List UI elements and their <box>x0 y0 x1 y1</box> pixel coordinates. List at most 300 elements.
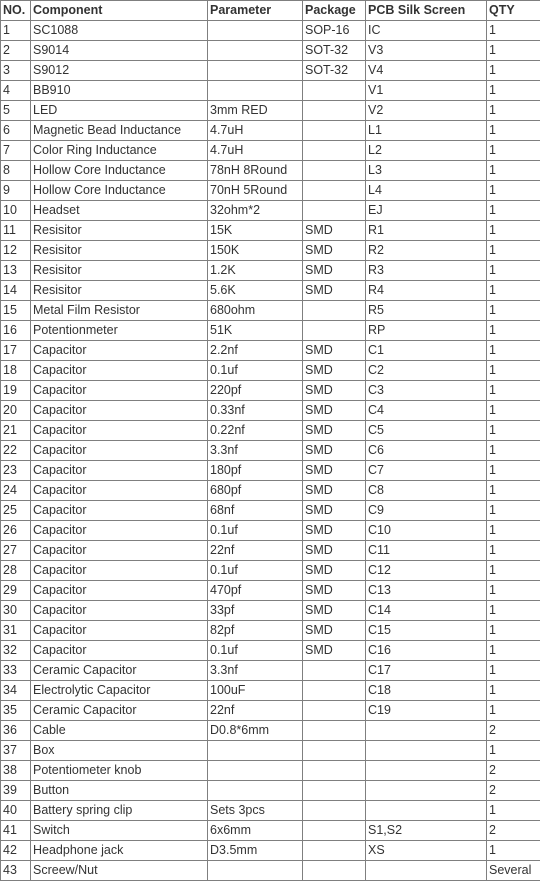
cell-component: Hollow Core Inductance <box>31 161 208 181</box>
cell-component: Capacitor <box>31 601 208 621</box>
cell-package: SMD <box>303 481 366 501</box>
header-pcb-silk-screen: PCB Silk Screen <box>366 1 487 21</box>
table-row <box>1 61 540 81</box>
cell-qty: 1 <box>487 241 540 261</box>
cell-pcb-silk-screen <box>366 781 487 801</box>
cell-pcb-silk-screen: R3 <box>366 261 487 281</box>
cell-no: 27 <box>1 541 31 561</box>
header-no: NO. <box>1 1 31 21</box>
cell-pcb-silk-screen: C9 <box>366 501 487 521</box>
cell-qty: 1 <box>487 561 540 581</box>
table-row <box>1 541 540 561</box>
cell-qty: 1 <box>487 301 540 321</box>
cell-pcb-silk-screen: R4 <box>366 281 487 301</box>
cell-no: 37 <box>1 741 31 761</box>
cell-package <box>303 181 366 201</box>
cell-qty: 1 <box>487 581 540 601</box>
cell-pcb-silk-screen: C14 <box>366 601 487 621</box>
cell-component: Resisitor <box>31 241 208 261</box>
cell-component: Capacitor <box>31 401 208 421</box>
cell-no: 8 <box>1 161 31 181</box>
cell-no: 15 <box>1 301 31 321</box>
cell-package <box>303 721 366 741</box>
cell-component: Headset <box>31 201 208 221</box>
cell-qty: 1 <box>487 701 540 721</box>
cell-parameter: 6x6mm <box>208 821 303 841</box>
cell-package <box>303 661 366 681</box>
cell-parameter <box>208 81 303 101</box>
cell-qty: 1 <box>487 121 540 141</box>
cell-qty: 1 <box>487 321 540 341</box>
cell-parameter: 3.3nf <box>208 661 303 681</box>
cell-package <box>303 761 366 781</box>
cell-component: Switch <box>31 821 208 841</box>
table-row <box>1 661 540 681</box>
cell-qty: 1 <box>487 61 540 81</box>
cell-parameter: 0.1uf <box>208 521 303 541</box>
cell-package: SMD <box>303 381 366 401</box>
cell-package: SMD <box>303 401 366 421</box>
cell-package <box>303 741 366 761</box>
table-row <box>1 221 540 241</box>
cell-component: Button <box>31 781 208 801</box>
cell-qty: 1 <box>487 381 540 401</box>
cell-component: Capacitor <box>31 441 208 461</box>
cell-component: Box <box>31 741 208 761</box>
cell-no: 19 <box>1 381 31 401</box>
cell-parameter <box>208 61 303 81</box>
cell-no: 32 <box>1 641 31 661</box>
cell-component: Color Ring Inductance <box>31 141 208 161</box>
cell-package: SMD <box>303 641 366 661</box>
cell-no: 22 <box>1 441 31 461</box>
table-row <box>1 21 540 41</box>
table-row <box>1 861 540 881</box>
table-row <box>1 41 540 61</box>
cell-component: Capacitor <box>31 521 208 541</box>
cell-no: 34 <box>1 681 31 701</box>
cell-parameter: 680pf <box>208 481 303 501</box>
table-row <box>1 121 540 141</box>
cell-no: 38 <box>1 761 31 781</box>
cell-package <box>303 321 366 341</box>
cell-qty: 1 <box>487 841 540 861</box>
cell-component: Capacitor <box>31 501 208 521</box>
cell-qty: 2 <box>487 781 540 801</box>
cell-parameter: 470pf <box>208 581 303 601</box>
cell-no: 3 <box>1 61 31 81</box>
cell-component: Ceramic Capacitor <box>31 701 208 721</box>
cell-package <box>303 841 366 861</box>
table-body <box>1 21 540 881</box>
cell-pcb-silk-screen: L3 <box>366 161 487 181</box>
cell-no: 29 <box>1 581 31 601</box>
cell-qty: 1 <box>487 801 540 821</box>
cell-package <box>303 81 366 101</box>
cell-no: 10 <box>1 201 31 221</box>
table-row <box>1 781 540 801</box>
cell-no: 24 <box>1 481 31 501</box>
cell-qty: 1 <box>487 361 540 381</box>
cell-package: SMD <box>303 561 366 581</box>
cell-package: SMD <box>303 221 366 241</box>
cell-pcb-silk-screen: V2 <box>366 101 487 121</box>
cell-no: 30 <box>1 601 31 621</box>
cell-no: 21 <box>1 421 31 441</box>
cell-package <box>303 681 366 701</box>
cell-pcb-silk-screen: C2 <box>366 361 487 381</box>
cell-component: LED <box>31 101 208 121</box>
cell-no: 36 <box>1 721 31 741</box>
cell-no: 2 <box>1 41 31 61</box>
cell-package: SOT-32 <box>303 61 366 81</box>
cell-parameter: 5.6K <box>208 281 303 301</box>
cell-parameter: 70nH 5Round <box>208 181 303 201</box>
cell-parameter <box>208 861 303 881</box>
cell-pcb-silk-screen: V4 <box>366 61 487 81</box>
cell-component: Ceramic Capacitor <box>31 661 208 681</box>
cell-qty: 1 <box>487 161 540 181</box>
cell-pcb-silk-screen: C1 <box>366 341 487 361</box>
table-row <box>1 381 540 401</box>
table-row <box>1 721 540 741</box>
cell-pcb-silk-screen: C8 <box>366 481 487 501</box>
cell-qty: 1 <box>487 201 540 221</box>
table-row <box>1 621 540 641</box>
cell-component: S9014 <box>31 41 208 61</box>
cell-pcb-silk-screen: C7 <box>366 461 487 481</box>
cell-pcb-silk-screen: C15 <box>366 621 487 641</box>
cell-pcb-silk-screen: C13 <box>366 581 487 601</box>
cell-pcb-silk-screen: IC <box>366 21 487 41</box>
cell-pcb-silk-screen: C17 <box>366 661 487 681</box>
table-row <box>1 581 540 601</box>
cell-qty: 1 <box>487 541 540 561</box>
cell-no: 20 <box>1 401 31 421</box>
cell-no: 7 <box>1 141 31 161</box>
table-row <box>1 681 540 701</box>
cell-parameter: 0.22nf <box>208 421 303 441</box>
cell-qty: 1 <box>487 461 540 481</box>
cell-qty: 1 <box>487 41 540 61</box>
cell-component: Screew/Nut <box>31 861 208 881</box>
cell-component: Resisitor <box>31 261 208 281</box>
cell-no: 12 <box>1 241 31 261</box>
cell-component: Cable <box>31 721 208 741</box>
cell-component: Battery spring clip <box>31 801 208 821</box>
table-row <box>1 801 540 821</box>
cell-pcb-silk-screen: V1 <box>366 81 487 101</box>
cell-no: 5 <box>1 101 31 121</box>
cell-component: Resisitor <box>31 221 208 241</box>
cell-pcb-silk-screen: C10 <box>366 521 487 541</box>
cell-package <box>303 801 366 821</box>
cell-qty: 1 <box>487 261 540 281</box>
cell-package: SMD <box>303 581 366 601</box>
cell-parameter: 0.1uf <box>208 561 303 581</box>
cell-pcb-silk-screen: C6 <box>366 441 487 461</box>
cell-parameter: 150K <box>208 241 303 261</box>
cell-qty: 1 <box>487 401 540 421</box>
cell-component: Hollow Core Inductance <box>31 181 208 201</box>
cell-no: 23 <box>1 461 31 481</box>
cell-qty: Several <box>487 861 540 881</box>
cell-component: Capacitor <box>31 641 208 661</box>
cell-parameter <box>208 781 303 801</box>
cell-parameter: D0.8*6mm <box>208 721 303 741</box>
cell-pcb-silk-screen: L2 <box>366 141 487 161</box>
cell-qty: 2 <box>487 761 540 781</box>
header-package: Package <box>303 1 366 21</box>
cell-qty: 1 <box>487 441 540 461</box>
cell-parameter: 51K <box>208 321 303 341</box>
cell-parameter: 180pf <box>208 461 303 481</box>
cell-package <box>303 821 366 841</box>
cell-pcb-silk-screen: V3 <box>366 41 487 61</box>
cell-parameter: 78nH 8Round <box>208 161 303 181</box>
cell-component: Capacitor <box>31 561 208 581</box>
cell-no: 33 <box>1 661 31 681</box>
cell-parameter: 15K <box>208 221 303 241</box>
cell-no: 17 <box>1 341 31 361</box>
cell-parameter: 2.2nf <box>208 341 303 361</box>
table-row <box>1 101 540 121</box>
cell-no: 31 <box>1 621 31 641</box>
cell-parameter: 33pf <box>208 601 303 621</box>
cell-pcb-silk-screen: L4 <box>366 181 487 201</box>
cell-component: Capacitor <box>31 481 208 501</box>
cell-package: SMD <box>303 521 366 541</box>
table-row <box>1 701 540 721</box>
cell-qty: 1 <box>487 621 540 641</box>
cell-qty: 1 <box>487 81 540 101</box>
cell-parameter: 4.7uH <box>208 121 303 141</box>
cell-qty: 1 <box>487 221 540 241</box>
cell-no: 18 <box>1 361 31 381</box>
cell-no: 35 <box>1 701 31 721</box>
cell-parameter <box>208 41 303 61</box>
cell-package: SOT-32 <box>303 41 366 61</box>
cell-pcb-silk-screen: C12 <box>366 561 487 581</box>
cell-qty: 1 <box>487 641 540 661</box>
table-row <box>1 141 540 161</box>
cell-package: SMD <box>303 361 366 381</box>
table-row <box>1 521 540 541</box>
cell-package: SOP-16 <box>303 21 366 41</box>
table-row <box>1 361 540 381</box>
cell-pcb-silk-screen <box>366 741 487 761</box>
cell-package <box>303 301 366 321</box>
cell-no: 42 <box>1 841 31 861</box>
cell-pcb-silk-screen: C19 <box>366 701 487 721</box>
cell-package <box>303 781 366 801</box>
cell-package <box>303 141 366 161</box>
cell-component: Electrolytic Capacitor <box>31 681 208 701</box>
cell-component: Metal Film Resistor <box>31 301 208 321</box>
cell-qty: 2 <box>487 721 540 741</box>
cell-package: SMD <box>303 601 366 621</box>
cell-parameter: 22nf <box>208 541 303 561</box>
cell-parameter: 220pf <box>208 381 303 401</box>
cell-pcb-silk-screen: XS <box>366 841 487 861</box>
cell-component: Capacitor <box>31 581 208 601</box>
table-row <box>1 401 540 421</box>
cell-package <box>303 861 366 881</box>
cell-pcb-silk-screen: L1 <box>366 121 487 141</box>
cell-component: Capacitor <box>31 541 208 561</box>
cell-component: Potentiometer knob <box>31 761 208 781</box>
cell-no: 40 <box>1 801 31 821</box>
cell-component: Headphone jack <box>31 841 208 861</box>
cell-component: Capacitor <box>31 421 208 441</box>
cell-parameter: 32ohm*2 <box>208 201 303 221</box>
table-row <box>1 281 540 301</box>
cell-qty: 1 <box>487 741 540 761</box>
table-row <box>1 481 540 501</box>
cell-no: 11 <box>1 221 31 241</box>
cell-no: 13 <box>1 261 31 281</box>
table-row <box>1 601 540 621</box>
cell-parameter: 0.33nf <box>208 401 303 421</box>
cell-parameter: 0.1uf <box>208 641 303 661</box>
cell-component: Potentionmeter <box>31 321 208 341</box>
table-row <box>1 641 540 661</box>
cell-package <box>303 121 366 141</box>
cell-no: 4 <box>1 81 31 101</box>
cell-component: Capacitor <box>31 361 208 381</box>
cell-no: 28 <box>1 561 31 581</box>
cell-qty: 1 <box>487 501 540 521</box>
table-row <box>1 761 540 781</box>
cell-pcb-silk-screen: RP <box>366 321 487 341</box>
cell-package: SMD <box>303 241 366 261</box>
cell-no: 41 <box>1 821 31 841</box>
header-qty: QTY <box>487 1 540 21</box>
cell-parameter: 680ohm <box>208 301 303 321</box>
cell-pcb-silk-screen: C16 <box>366 641 487 661</box>
cell-no: 25 <box>1 501 31 521</box>
cell-pcb-silk-screen: R1 <box>366 221 487 241</box>
cell-pcb-silk-screen: C3 <box>366 381 487 401</box>
cell-pcb-silk-screen <box>366 801 487 821</box>
table-row <box>1 461 540 481</box>
cell-no: 16 <box>1 321 31 341</box>
table-row <box>1 501 540 521</box>
table-row <box>1 301 540 321</box>
cell-pcb-silk-screen <box>366 761 487 781</box>
cell-qty: 2 <box>487 821 540 841</box>
table-row <box>1 561 540 581</box>
cell-qty: 1 <box>487 481 540 501</box>
cell-package: SMD <box>303 501 366 521</box>
cell-pcb-silk-screen: C18 <box>366 681 487 701</box>
cell-qty: 1 <box>487 21 540 41</box>
table-row <box>1 261 540 281</box>
cell-package: SMD <box>303 541 366 561</box>
cell-no: 1 <box>1 21 31 41</box>
table-row <box>1 841 540 861</box>
table-row <box>1 241 540 261</box>
cell-pcb-silk-screen: S1,S2 <box>366 821 487 841</box>
table-row <box>1 421 540 441</box>
cell-component: Capacitor <box>31 341 208 361</box>
cell-no: 14 <box>1 281 31 301</box>
table-row <box>1 321 540 341</box>
cell-parameter: 0.1uf <box>208 361 303 381</box>
table-row <box>1 161 540 181</box>
cell-parameter <box>208 741 303 761</box>
cell-pcb-silk-screen: C5 <box>366 421 487 441</box>
table-row <box>1 201 540 221</box>
cell-pcb-silk-screen <box>366 721 487 741</box>
table-row <box>1 341 540 361</box>
cell-qty: 1 <box>487 421 540 441</box>
cell-pcb-silk-screen: C11 <box>366 541 487 561</box>
cell-parameter: 3mm RED <box>208 101 303 121</box>
cell-package: SMD <box>303 441 366 461</box>
cell-component: BB910 <box>31 81 208 101</box>
cell-pcb-silk-screen: C4 <box>366 401 487 421</box>
cell-pcb-silk-screen <box>366 861 487 881</box>
cell-package <box>303 201 366 221</box>
table-row <box>1 441 540 461</box>
cell-package: SMD <box>303 281 366 301</box>
cell-package <box>303 101 366 121</box>
cell-component: SC1088 <box>31 21 208 41</box>
table-header <box>1 1 540 21</box>
cell-parameter: 4.7uH <box>208 141 303 161</box>
cell-package: SMD <box>303 621 366 641</box>
cell-package <box>303 161 366 181</box>
cell-component: Capacitor <box>31 461 208 481</box>
cell-component: Capacitor <box>31 381 208 401</box>
cell-qty: 1 <box>487 601 540 621</box>
cell-parameter <box>208 21 303 41</box>
header-parameter: Parameter <box>208 1 303 21</box>
cell-parameter: D3.5mm <box>208 841 303 861</box>
header-row <box>1 1 540 21</box>
cell-component: Capacitor <box>31 621 208 641</box>
cell-package: SMD <box>303 341 366 361</box>
cell-pcb-silk-screen: R5 <box>366 301 487 321</box>
cell-parameter: 68nf <box>208 501 303 521</box>
cell-no: 9 <box>1 181 31 201</box>
cell-parameter <box>208 761 303 781</box>
cell-qty: 1 <box>487 181 540 201</box>
cell-qty: 1 <box>487 681 540 701</box>
table-row <box>1 741 540 761</box>
cell-qty: 1 <box>487 341 540 361</box>
cell-parameter: Sets 3pcs <box>208 801 303 821</box>
cell-no: 39 <box>1 781 31 801</box>
cell-qty: 1 <box>487 101 540 121</box>
table-row <box>1 821 540 841</box>
cell-package: SMD <box>303 261 366 281</box>
cell-component: Resisitor <box>31 281 208 301</box>
cell-qty: 1 <box>487 141 540 161</box>
cell-package: SMD <box>303 421 366 441</box>
cell-parameter: 3.3nf <box>208 441 303 461</box>
cell-pcb-silk-screen: R2 <box>366 241 487 261</box>
cell-qty: 1 <box>487 281 540 301</box>
cell-no: 26 <box>1 521 31 541</box>
cell-no: 6 <box>1 121 31 141</box>
table-row <box>1 181 540 201</box>
cell-parameter: 22nf <box>208 701 303 721</box>
cell-qty: 1 <box>487 521 540 541</box>
cell-package: SMD <box>303 461 366 481</box>
cell-component: S9012 <box>31 61 208 81</box>
